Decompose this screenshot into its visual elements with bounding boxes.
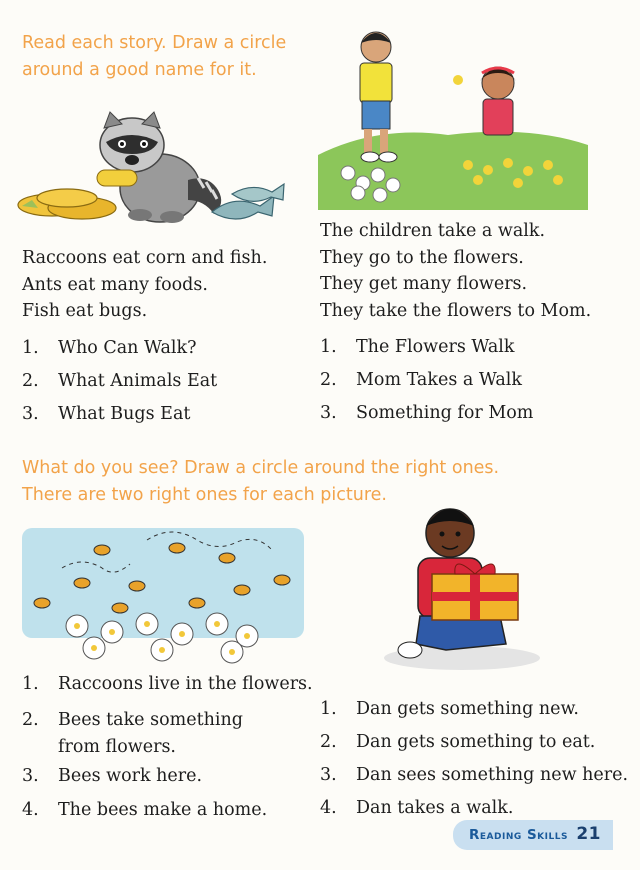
story-line: Fish eat bugs. <box>22 301 148 321</box>
dan-option-2[interactable]: 2. Dan gets something to eat. <box>320 732 596 752</box>
instruction-section-1 <box>22 30 286 84</box>
story-line: They get many flowers. <box>320 274 528 294</box>
bees-option-2[interactable]: 2. Bees take something from flowers. <box>22 707 243 761</box>
corn-pile <box>18 189 116 219</box>
raccoon-illustration <box>12 100 302 230</box>
instruction-line: around a good name for it. <box>22 60 257 80</box>
story-1-option-1[interactable]: 1. Who Can Walk? <box>22 338 197 358</box>
fish <box>212 184 284 219</box>
children-flowers-illustration <box>318 25 588 210</box>
story-1-text <box>22 245 267 325</box>
story-2-option-3[interactable]: 3. Something for Mom <box>320 403 534 423</box>
bees-flowers-illustration <box>22 528 304 666</box>
instruction-line: What do you see? Draw a circle around the right ones. <box>22 458 500 478</box>
girl <box>453 67 516 135</box>
story-2-option-2[interactable]: 2. Mom Takes a Walk <box>320 370 522 390</box>
dan-option-1[interactable]: 1. Dan gets something new. <box>320 699 579 719</box>
story-line: The children take a walk. <box>320 221 546 241</box>
story-line: They take the flowers to Mom. <box>320 300 592 321</box>
sky <box>22 528 304 638</box>
bees-option-3[interactable]: 3. Bees work here. <box>22 766 203 786</box>
story-line: Ants eat many foods. <box>22 274 208 295</box>
bees-option-4[interactable]: 4. The bees make a home. <box>22 800 268 820</box>
instruction-line: There are two right ones for each picture. <box>22 485 387 505</box>
boy-with-gift-illustration <box>380 498 545 678</box>
story-1-option-3[interactable]: 3. What Bugs Eat <box>22 404 191 424</box>
story-line: They go to the flowers. <box>320 247 524 268</box>
story-line: Raccoons eat corn and fish. <box>22 248 268 268</box>
bees-option-2-text: Bees take something from flowers. <box>58 710 243 757</box>
story-2-text <box>320 218 591 324</box>
instruction-line: Read each story. Draw a circle <box>22 33 287 53</box>
story-2-option-1[interactable]: 1. The Flowers Walk <box>320 337 515 357</box>
page-number: 21 <box>576 824 601 844</box>
page-footer <box>453 820 613 850</box>
dan-option-3[interactable]: 3. Dan sees something new here. <box>320 765 629 785</box>
dan-option-4[interactable]: 4. Dan takes a walk. <box>320 798 514 818</box>
story-1-option-2[interactable]: 2. What Animals Eat <box>22 371 218 391</box>
footer-label: Reading Skills <box>469 827 568 843</box>
bees-option-1[interactable]: 1. Raccoons live in the flowers. <box>22 674 313 694</box>
